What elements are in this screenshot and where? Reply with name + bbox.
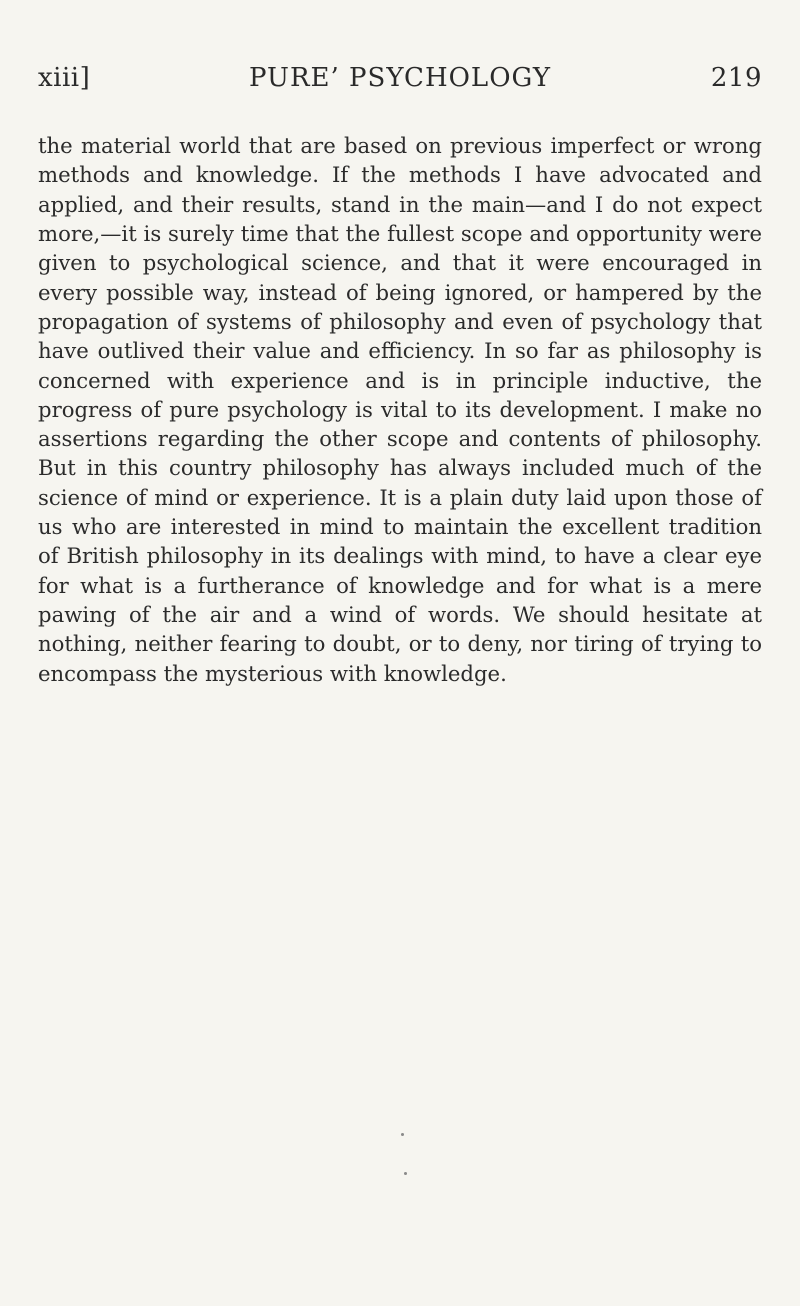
running-title: PURE’ PSYCHOLOGY: [249, 63, 551, 93]
body-paragraph: the material world that are based on previous imperfect or wrong methods and knowledge. If the methods I have advocated and applied, and their results, stand in the main—and I do not expect more,—it is surely time that the fullest scope and opportunity were given to psychological science, and that it were encouraged in every possible way, instead of being ignored, or hampered by the propagation of systems of philosophy and even of psychology that have outlived their value and efficiency. In so far as philosophy is concerned with experience and is in principle inductive, the progress of pure psychology is vital to its development. I make no assertions regarding the other scope and contents of philosophy. But in this country philosophy has always included much of the science of mind or experience. It is a plain duty laid upon those of us who are interested in mind to maintain the excellent tradition of British philosophy in its dealings with mind, to have a clear eye for what is a furtherance of knowledge and for what is a mere pawing of the air and a wind of words. We should hesitate at nothing, neither fearing to doubt, or to deny, nor tiring of trying to encompass the mysterious with knowledge.: [38, 133, 762, 686]
paper-speck: [401, 1133, 404, 1136]
paper-speck: [404, 1172, 407, 1175]
running-head: [38, 58, 762, 98]
page-number: 219: [710, 63, 762, 93]
chapter-number: xiii]: [38, 63, 91, 93]
